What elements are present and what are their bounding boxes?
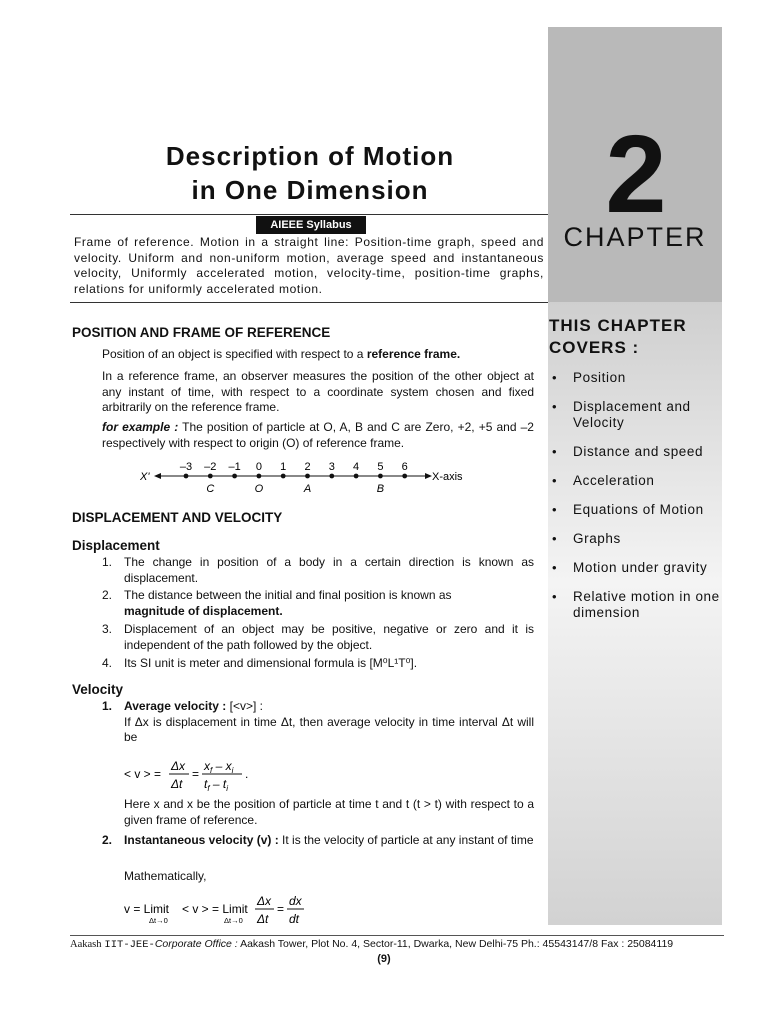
average-velocity-formula: [124, 757, 264, 797]
covers-item: [549, 560, 721, 576]
covers-item: [549, 370, 721, 386]
equals-sign: =: [277, 902, 285, 916]
tick-label: 1: [280, 461, 287, 473]
formula-lhs: < v > =: [124, 767, 162, 781]
tick-label: –2: [204, 461, 217, 473]
item-text: The change in position of a body in a certain direction is known as displacement.: [124, 555, 534, 585]
covers-item: [549, 473, 721, 489]
formula-numerator: Δx: [257, 894, 272, 908]
syllabus-badge: AIEEE Syllabus: [256, 216, 366, 234]
example-text: The position of particle at O, A, B and C are Zero, +2, +5 and –2 respectively with respect to origin (O) of reference frame.: [102, 420, 534, 450]
section-heading-position: POSITION AND FRAME OF REFERENCE: [72, 325, 331, 340]
tick-dot: [354, 474, 359, 479]
bullet-icon: •: [552, 589, 558, 604]
formula-v-limit: v = Limit: [124, 902, 170, 916]
tick-dot: [402, 474, 407, 479]
item-title: Average velocity :: [124, 699, 227, 713]
title-line-1: Description of Motion: [165, 141, 455, 171]
tick-label: 2: [304, 461, 311, 473]
period: .: [245, 767, 249, 781]
tick-dot: [257, 474, 262, 479]
tick-label: 0: [255, 461, 262, 473]
divider-top: [70, 214, 548, 215]
numberline-arrow-left: [154, 473, 161, 479]
covers-item-label: Displacement and Velocity: [573, 399, 691, 430]
item-title: Instantaneous velocity (v) :: [124, 833, 279, 847]
formula-denominator: Δt: [257, 912, 269, 926]
formula-numerator-2: $x_f - x_i$: [204, 759, 234, 775]
divider-bottom: [70, 302, 548, 303]
covers-title: THIS CHAPTER COVERS :: [549, 316, 687, 357]
item-number: 1.: [102, 555, 113, 569]
example-paragraph: [102, 420, 534, 451]
covers-list: [549, 370, 721, 634]
tick-dot: [281, 474, 286, 479]
text-span: Position of an object is specified with respect to a: [102, 347, 367, 361]
covers-item: [549, 531, 721, 547]
tick-label: 5: [377, 461, 384, 473]
point-label: O: [254, 483, 264, 495]
chapter-label: CHAPTER: [563, 222, 707, 252]
point-label: C: [206, 483, 215, 495]
instantaneous-velocity-item: [102, 833, 534, 849]
example-label: for example :: [102, 420, 179, 434]
position-paragraph-2: In a reference frame, an observer measures the position of the other object at any instant of time, with respect to a coordinate system chosen and fixed arbitrarily on the reference frame.: [102, 369, 534, 414]
tick-dot: [232, 474, 237, 479]
bullet-icon: •: [552, 473, 558, 488]
instantaneous-velocity-text: It is the velocity of particle at any instant of time: [278, 833, 534, 847]
tick-label: 6: [401, 461, 408, 473]
tick-label: –3: [179, 461, 193, 473]
chapter-number: 2: [605, 113, 665, 236]
tick-label: 3: [328, 461, 335, 473]
bold-term: reference frame.: [366, 347, 461, 361]
formula-mid-limit: < v > = Limit: [182, 902, 248, 916]
subheading-displacement: Displacement: [72, 538, 160, 553]
footer-office-label: Corporate Office :: [154, 938, 238, 950]
numberline-left-label: X': [140, 471, 150, 483]
item-text: Its SI unit is meter and dimensional formula is [M⁰L¹T⁰].: [124, 656, 418, 670]
bullet-icon: •: [552, 502, 558, 517]
bullet-icon: •: [552, 370, 558, 385]
tick-dot: [184, 474, 189, 479]
item-number: 2.: [102, 588, 113, 602]
covers-item-label: Distance and speed: [573, 444, 704, 459]
formula-denominator-2: $t_f - t_i$: [204, 777, 229, 793]
average-velocity-item: [102, 699, 534, 746]
bullet-icon: •: [552, 531, 558, 546]
position-paragraph-1: [102, 347, 534, 363]
covers-item-label: Motion under gravity: [573, 560, 708, 575]
item-text: Displacement of an object may be positive, negative or zero and it is independent of the path followed by the object.: [124, 622, 534, 652]
mathematically-label: Mathematically,: [124, 869, 207, 883]
item-number: 4.: [102, 656, 113, 670]
covers-item-label: Graphs: [573, 531, 621, 546]
tick-label: 4: [353, 461, 360, 473]
list-item: [102, 622, 534, 653]
list-item: [102, 656, 534, 672]
page-title: [70, 139, 550, 207]
covers-item-label: Relative motion in one dimension: [573, 589, 720, 620]
bullet-icon: •: [552, 444, 558, 459]
bullet-icon: •: [552, 399, 558, 414]
subheading-velocity: Velocity: [72, 682, 124, 697]
section-heading-displacement-velocity: DISPLACEMENT AND VELOCITY: [72, 510, 283, 525]
footer-office-text: Aakash Tower, Plot No. 4, Sector-11, Dwarka, New Delhi-75 Ph.: 45543147/8 Fax : 25084119: [240, 938, 674, 950]
formula-dt: dt: [289, 912, 300, 926]
covers-item-label: Equations of Motion: [573, 502, 704, 517]
covers-item-label: Acceleration: [573, 473, 655, 488]
numberline-arrow-right: [425, 473, 432, 479]
average-velocity-text: If Δx is displacement in time Δt, then average velocity in time interval Δt will be: [124, 714, 534, 744]
item-title-tail: [<v>] :: [226, 699, 263, 713]
limit-subscript: Δt→0: [149, 916, 168, 925]
list-item: [102, 588, 534, 619]
point-label: B: [376, 483, 385, 495]
footer-brand-mono: IIT-JEE-: [104, 939, 155, 951]
covers-item: [549, 502, 721, 518]
tick-dot: [208, 474, 213, 479]
footer: [70, 938, 730, 951]
equals-sign: =: [192, 767, 200, 781]
instantaneous-velocity-formula: [124, 893, 324, 929]
covers-item: [549, 589, 721, 621]
here-definition: Here x and x be the position of particle at time t and t (t > t) with respect to a given frame of reference.: [124, 797, 534, 827]
item-number: 2.: [102, 833, 113, 847]
list-item: [102, 555, 534, 586]
page-number: (9): [377, 953, 391, 965]
tick-dot: [329, 474, 334, 479]
item-number: 1.: [102, 699, 113, 713]
item-number: 3.: [102, 622, 113, 636]
covers-item: [549, 444, 721, 460]
covers-item-label: Position: [573, 370, 626, 385]
bold-term: magnitude of displacement.: [124, 603, 283, 618]
formula-numerator: Δx: [171, 759, 186, 773]
formula-denominator: Δt: [171, 777, 183, 791]
point-label: A: [303, 483, 312, 495]
number-line: [140, 458, 480, 498]
bullet-icon: •: [552, 560, 558, 575]
footer-divider: [70, 935, 724, 936]
tick-dot: [378, 474, 383, 479]
limit-subscript-2: Δt→0: [224, 916, 243, 925]
formula-dx: dx: [289, 894, 302, 908]
tick-label: –1: [228, 461, 241, 473]
covers-item: [549, 399, 721, 431]
footer-brand: Aakash: [70, 939, 102, 950]
numberline-right-label: X-axis: [432, 471, 463, 483]
item-text: The distance between the initial and final position is known as magnitude of displacement.: [124, 588, 452, 618]
tick-dot: [305, 474, 310, 479]
title-line-2: in One Dimension: [191, 175, 429, 205]
syllabus-text: Frame of reference. Motion in a straight line: Position-time graph, speed and velocity. Uniform and non-uniform motion, average speed and instantaneous velocity, Uniformly accelerated motion, velocity-time, position-time graphs, relations for uniformly accelerated motion.: [74, 235, 544, 296]
